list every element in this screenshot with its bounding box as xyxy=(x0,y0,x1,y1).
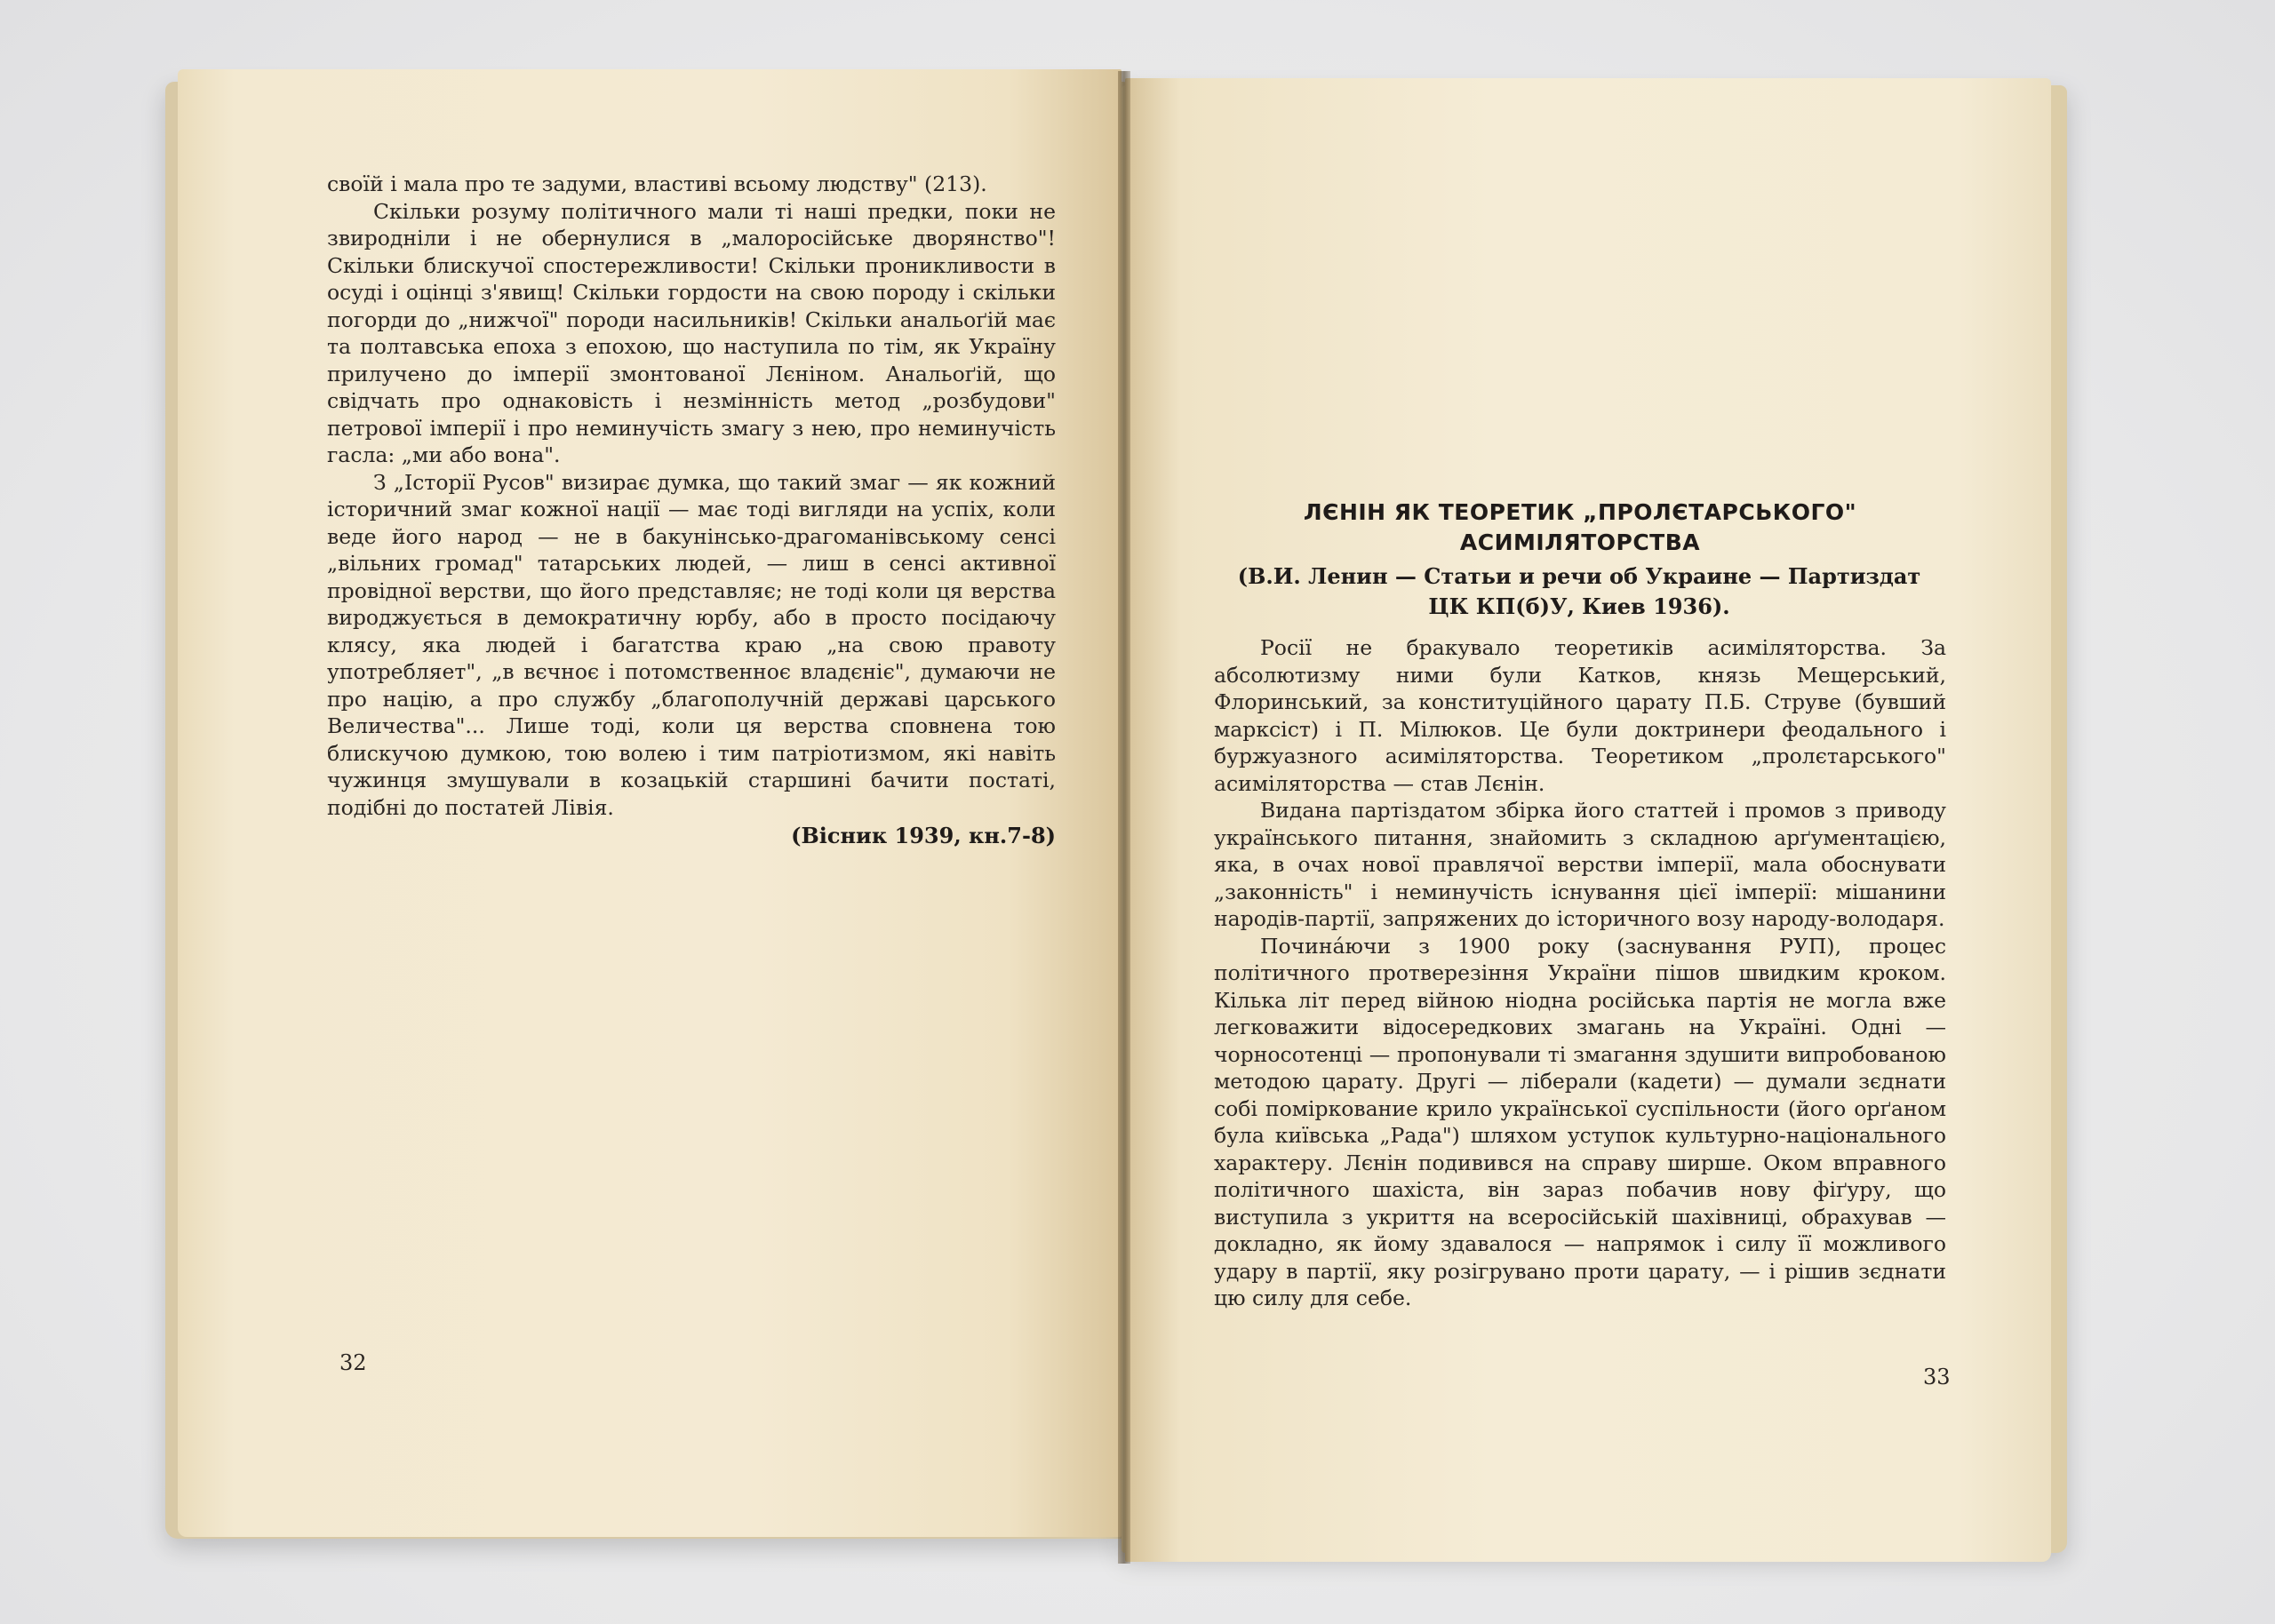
chapter-title xyxy=(1216,498,1944,558)
right-paragraph-2: Видана партіздатом збірка його статтей і промов з приводу українського питання, знайомить з складною арґументацією, яка, в очах нової правлячої верстви імперії, мала обоснувати „законність" і неминучість існування цієї імперії: мішанини народів-партії, запряжених до історичного возу народу-володаря. xyxy=(1214,798,1946,931)
left-source-citation: (Вісник 1939, кн.7-8) xyxy=(791,823,1056,848)
left-paragraph-3: З „Історії Русов" визирає думка, що такий змаг — як кожний історичний змаг кожної нації — має тоді вигляди на успіх, коли веде його народ — не в бакунінсько-драгоманівському сенсі „вільних громад" татарських людей, — лиш в сенсі активної провідної верстви, що його представляє; не тоді коли ця верства вироджується в демократичну юрбу, або в просто посідаючу клясу, яка людей і багатства краю „на свою правоту употребляет", „в вєчноє і потомственноє владєніє", думаючи не про націю, а про службу „благополучній державі царського Величества"... Лише тоді, коли ця верства сповнена тою блискучою думкою, тою волею і тим патріотизмом, які навіть чужинця змушували в козацькій старшині бачити постаті, подібні до постатей Лівія. xyxy=(327,469,1056,820)
left-page-body xyxy=(327,171,1056,821)
chapter-subtitle xyxy=(1210,561,1948,622)
left-page-number: 32 xyxy=(339,1350,367,1375)
chapter-subtitle-line-1: (В.И. Ленин — Статьи и речи об Украине — Партиздат xyxy=(1237,563,1921,589)
left-paragraph-1: своїй і мала про те задуми, властиві всьому людству" (213). xyxy=(327,171,987,196)
chapter-subtitle-line-2: ЦК КП(б)У, Киев 1936). xyxy=(1428,593,1730,619)
right-paragraph-3: Почина́ючи з 1900 року (заснування РУП), процес політичного протверезіння України пішов швидким кроком. Кілька літ перед війною ніодна російська партія не могла вже легковажити відосередкових змагань на Україні. Одні — чорносотенці — пропонували ті змагання здушити випробованою методою царату. Другі — ліберали (кадети) — думали зєднати собі поміркование крило української суспільности (його орґаном була київська „Рада") шляхом уступок культурно-національного характеру. Лєнін подивився на справу ширше. Оком вправного політичного шахіста, він зараз побачив нову фіґуру, що виступила з укриття на всеросійській шахівниці, обрахував — докладно, як йому здавалося — напрямок і силу її можливого удару в партії, яку розігрувано проти царату, — і рішив зєднати цю силу для себе. xyxy=(1214,933,1946,1310)
right-page-number: 33 xyxy=(1923,1365,1951,1389)
right-page-body xyxy=(1214,634,1946,1312)
right-paragraph-1: Росії не бракувало теоретиків асиміляторства. За абсолютизму ними були Катков, князь Мещерський, Флоринський, за конституційного царату П.Б. Струве (бувший марксіст) і П. Мілюков. Це були доктринери феодального і буржуазного асиміляторства. Теоретиком „пролєтарського" асиміляторства — став Лєнін. xyxy=(1214,635,1946,796)
book-gutter xyxy=(1118,71,1130,1564)
chapter-title-line-2: АСИМІЛЯТОРСТВА xyxy=(1459,529,1701,555)
chapter-title-line-1: ЛЄНІН ЯК ТЕОРЕТИК „ПРОЛЄТАРСЬКОГО" xyxy=(1303,499,1857,525)
left-paragraph-2: Скільки розуму політичного мали ті наші предки, поки не звироднiли і не обернулися в „малоросійське дворянство"! Скільки блискучої спостережливости! Скільки проникливости в осуді і оцінці з'явищ! Скільки гордости на свою породу і скільки погорди до „нижчої" породи насильників! Скільки анальоґій має та полтавська епоха з епохою, що наступила по тім, як Україну прилучено до імперії змонтованої Лєніном. Анальоґій, що свідчать про однаковість і незмінність метод „розбудови" петрової імперії і про неминучість змагу з нею, про неминучість гасла: „ми або вона". xyxy=(327,198,1056,467)
